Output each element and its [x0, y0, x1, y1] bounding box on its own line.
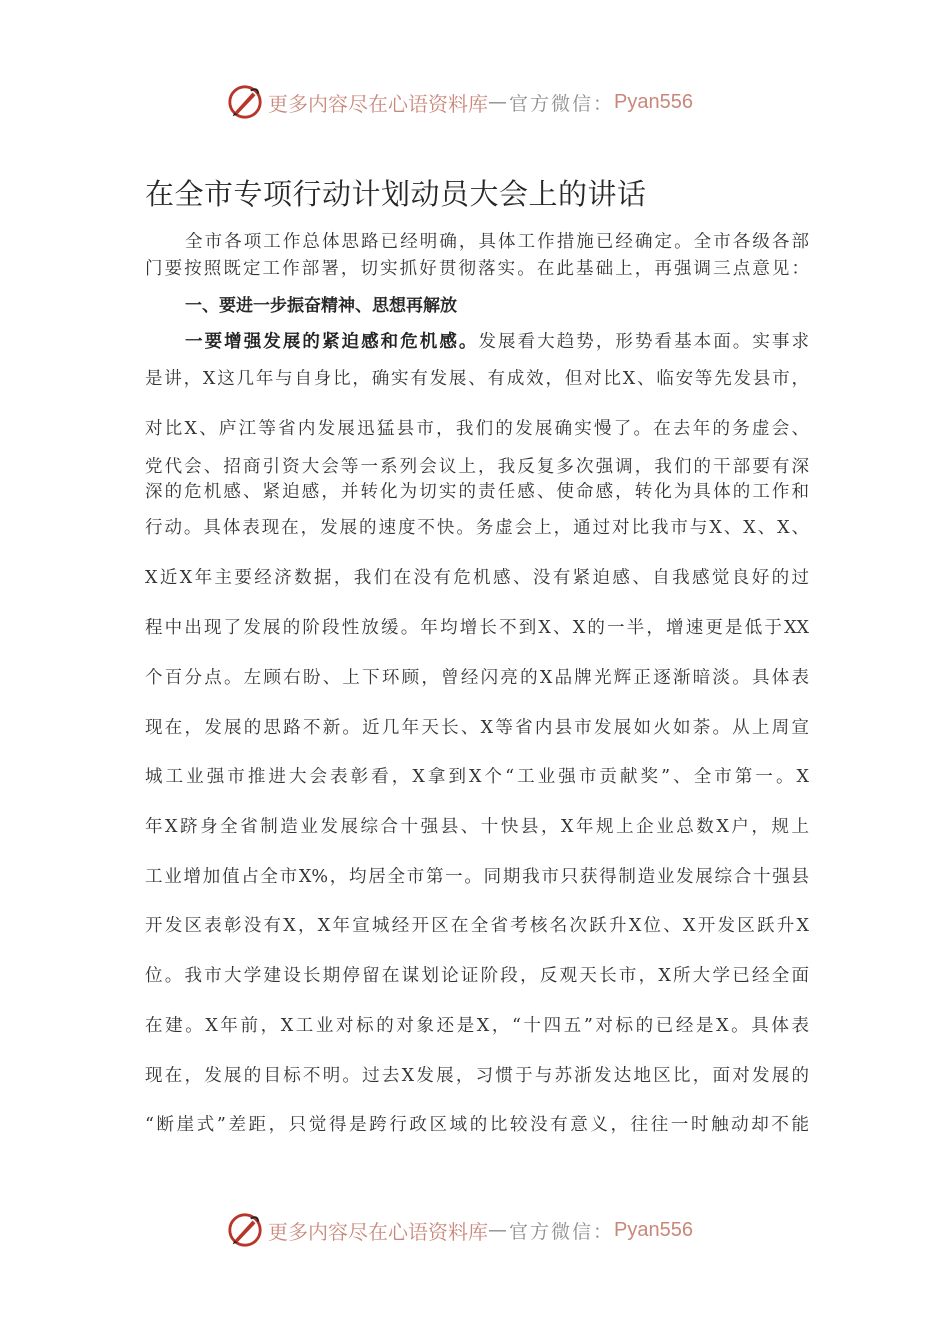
body-line: X近X年主要经济数据，我们在没有危机感、没有紧迫感、自我感觉良好的过 — [145, 568, 809, 588]
footer-watermark — [226, 1210, 693, 1250]
body-line-with-lead — [185, 330, 809, 354]
body-line: 开发区表彰没有X，X年宣城经开区在全省考核名次跃升X位、X开发区跃升X — [145, 916, 809, 936]
pen-circle-logo-icon — [226, 1211, 264, 1249]
body-line: 对比X、庐江等省内发展迅猛县市，我们的发展确实慢了。在去年的务虚会、 — [145, 419, 809, 439]
body-line: 现在，发展的目标不明。过去X发展，习惯于与苏浙发达地区比，面对发展的 — [145, 1066, 809, 1086]
body-line: 深的危机感、紧迫感，并转化为切实的责任感、使命感，转化为具体的工作和 — [145, 482, 809, 502]
watermark-wechat-id: Pyan556 — [614, 90, 693, 113]
body-line: 现在，发展的思路不新。近几年天长、X等省内县市发展如火如荼。从上周宣 — [145, 718, 809, 738]
watermark-dash: — — [488, 91, 509, 113]
watermark-dash: — — [488, 1219, 509, 1241]
body-line: 门要按照既定工作部署，切实抓好贯彻落实。在此基础上，再强调三点意见： — [145, 259, 809, 279]
body-line: 是讲，X这几年与自身比，确实有发展、有成效，但对比X、临安等先发县市， — [145, 369, 809, 389]
body-line: “断崖式”差距，只觉得是跨行政区域的比较没有意义，往往一时触动却不能 — [145, 1115, 809, 1135]
body-line: 工业增加值占全市X%，均居全市第一。同期我市只获得制造业发展综合十强县 — [145, 867, 809, 887]
header-watermark — [226, 82, 693, 122]
lead-rest-text: 发展看大趋势，形势看基本面。实事求 — [478, 332, 809, 352]
document-title: 在全市专项行动计划动员大会上的讲话 — [145, 177, 647, 211]
body-line: 程中出现了发展的阶段性放缓。年均增长不到X、X的一半，增速更是低于XX — [145, 618, 809, 638]
body-line: 在建。X年前，X工业对标的对象还是X，“十四五”对标的已经是X。具体表 — [145, 1016, 809, 1036]
watermark-site-text: 更多内容尽在心语资料库 — [268, 91, 488, 116]
body-line: 行动。具体表现在，发展的速度不快。务虚会上，通过对比我市与X、X、X、 — [145, 518, 809, 538]
watermark-wechat-label: 官方微信： — [509, 92, 615, 115]
watermark-wechat-id: Pyan556 — [614, 1218, 693, 1241]
watermark-wechat-label: 官方微信： — [509, 1220, 615, 1243]
pen-circle-logo-icon — [226, 83, 264, 121]
body-line: 党代会、招商引资大会等一系列会议上，我反复多次强调，我们的干部要有深 — [145, 457, 809, 477]
body-line: 年X跻身全省制造业发展综合十强县、十快县，X年规上企业总数X户，规上 — [145, 817, 809, 837]
lead-bold-text: 一要增强发展的紧迫感和危机感。 — [185, 332, 479, 352]
body-line: 城工业强市推进大会表彰看，X拿到X个“工业强市贡献奖”、全市第一。X — [145, 767, 809, 787]
body-line: 位。我市大学建设长期停留在谋划论证阶段，反观天长市，X所大学已经全面 — [145, 966, 809, 986]
body-line: 全市各项工作总体思路已经明确，具体工作措施已经确定。全市各级各部 — [185, 232, 809, 252]
section-heading: 一、要进一步振奋精神、思想再解放 — [185, 296, 457, 316]
watermark-site-text: 更多内容尽在心语资料库 — [268, 1219, 488, 1244]
body-line: 个百分点。左顾右盼、上下环顾，曾经闪亮的X品牌光辉正逐渐暗淡。具体表 — [145, 668, 809, 688]
